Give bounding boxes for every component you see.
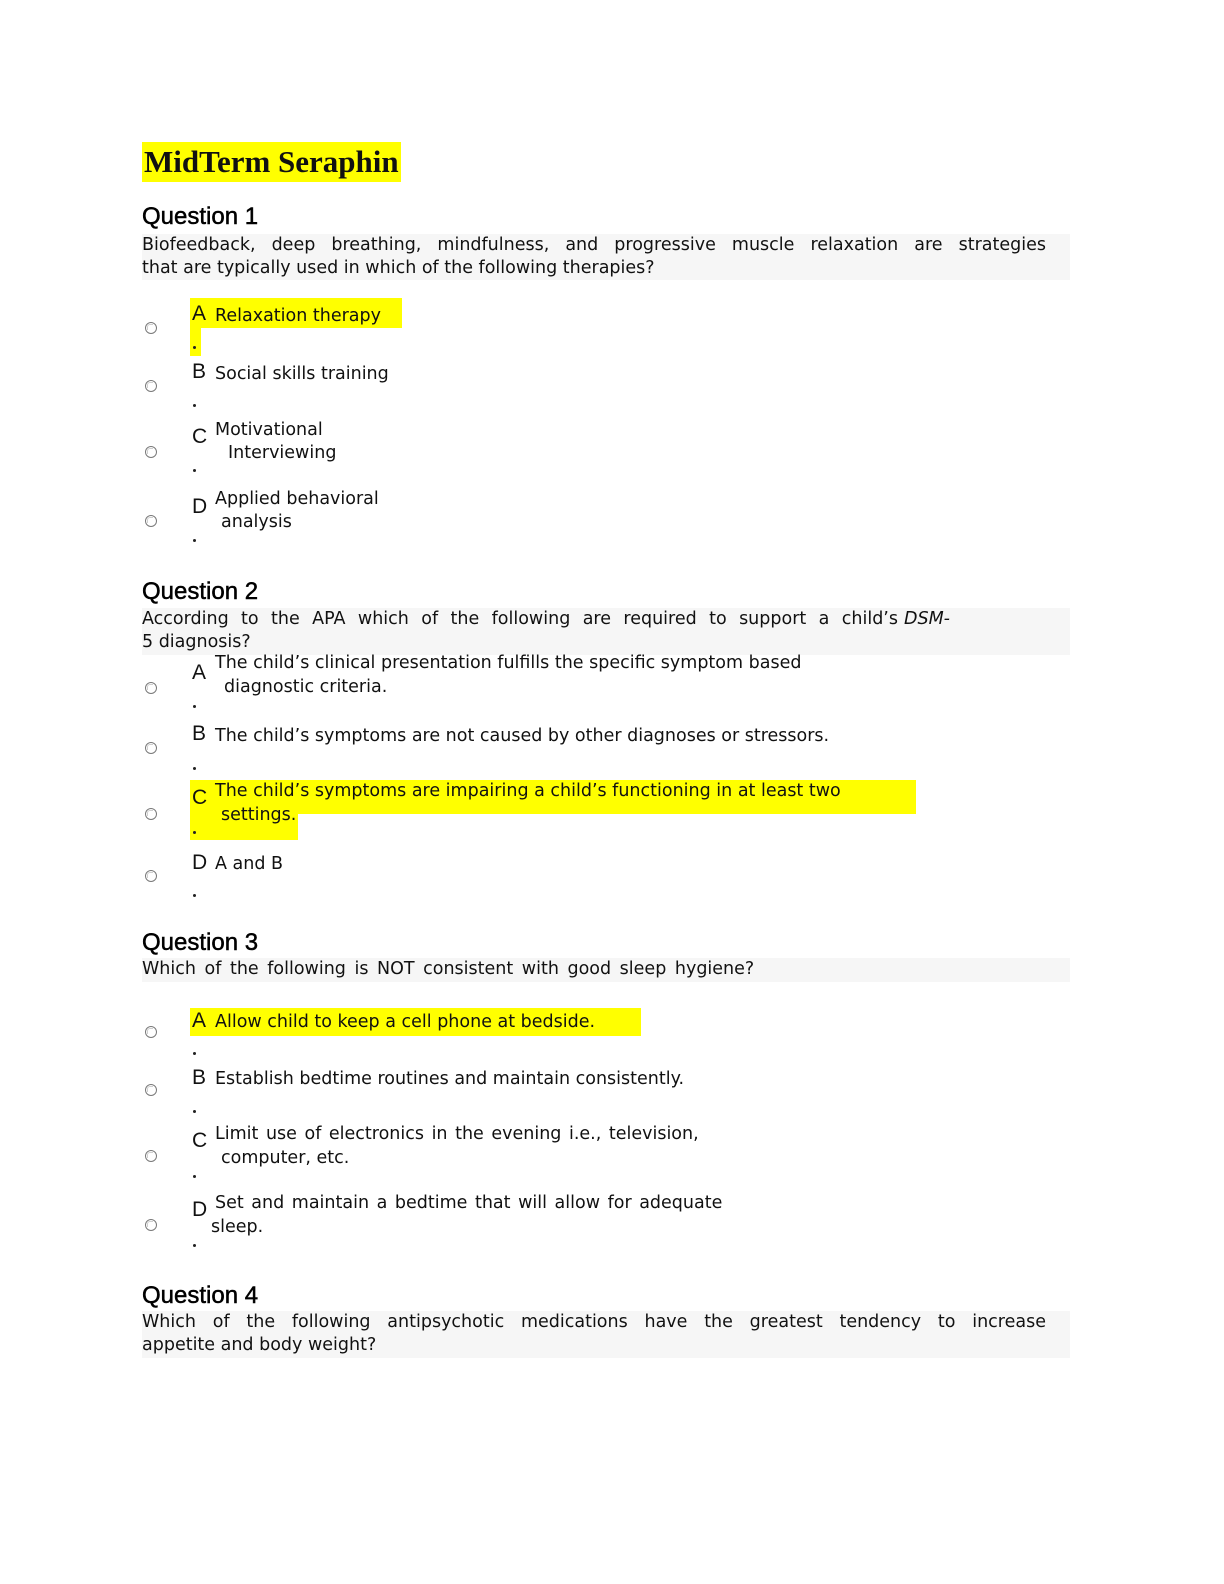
question-2-stem-line1 (142, 608, 950, 631)
option-letter: A (192, 661, 207, 684)
option-letter: C (192, 1129, 208, 1152)
option-text-continued[interactable]: computer, etc. (221, 1148, 350, 1168)
question-4-stem-line2: appetite and body weight? (142, 1335, 377, 1355)
option-text[interactable]: Set and maintain a bedtime that will allow for adequate (215, 1193, 723, 1213)
option-text[interactable]: Relaxation therapy (215, 306, 381, 326)
option-text-continued[interactable]: analysis (221, 512, 292, 532)
question-2-stem-italic: DSM- (904, 609, 950, 629)
question-4-heading: Question 4 (142, 1282, 259, 1309)
radio-button[interactable] (145, 808, 157, 820)
bullet-dot (193, 705, 196, 708)
question-2-stem-line1-text: According to the APA which of the following are required to support a child’s (142, 609, 898, 629)
question-1-stem-line1: Biofeedback, deep breathing, mindfulness, and progressive muscle relaxation are strategies (142, 235, 1046, 255)
question-1-stem-line2: that are typically used in which of the following therapies? (142, 258, 655, 278)
option-letter: C (192, 786, 208, 809)
question-2-stem-line2: 5 diagnosis? (142, 632, 251, 652)
radio-button[interactable] (145, 446, 157, 458)
option-letter: D (192, 851, 208, 874)
option-letter: A (192, 302, 207, 325)
option-letter: B (192, 1066, 207, 1089)
option-letter: B (192, 722, 207, 745)
question-4-stem (142, 1311, 1070, 1358)
bullet-dot (193, 469, 196, 472)
option-text-continued[interactable]: diagnostic criteria. (224, 677, 388, 697)
option-letter: A (192, 1009, 207, 1032)
option-letter: B (192, 360, 207, 383)
radio-button[interactable] (145, 322, 157, 334)
option-text-continued[interactable]: sleep. (211, 1217, 264, 1237)
bullet-dot (193, 1052, 196, 1055)
question-3-stem (142, 958, 1070, 982)
highlight (190, 326, 201, 356)
option-text[interactable]: Allow child to keep a cell phone at bedside. (215, 1012, 596, 1032)
bullet-dot (193, 346, 196, 349)
radio-button[interactable] (145, 515, 157, 527)
bullet-dot (193, 539, 196, 542)
question-2-stem (142, 608, 1070, 655)
option-letter: C (192, 425, 208, 448)
option-text[interactable]: Establish bedtime routines and maintain consistently. (215, 1069, 685, 1089)
radio-button[interactable] (145, 1150, 157, 1162)
option-text-continued[interactable]: Interviewing (228, 443, 337, 463)
option-text[interactable]: The child’s clinical presentation fulfills the specific symptom based (215, 653, 802, 673)
radio-button[interactable] (145, 1219, 157, 1231)
bullet-dot (193, 404, 196, 407)
bullet-dot (193, 894, 196, 897)
bullet-dot (193, 1244, 196, 1247)
option-text[interactable]: Applied behavioral (215, 489, 379, 509)
radio-button[interactable] (145, 380, 157, 392)
radio-button[interactable] (145, 870, 157, 882)
bullet-dot (193, 1175, 196, 1178)
question-3-heading: Question 3 (142, 929, 259, 956)
radio-button[interactable] (145, 1084, 157, 1096)
question-4-stem-line1: Which of the following antipsychotic medications have the greatest tendency to increase (142, 1312, 1046, 1332)
question-3-stem-line1: Which of the following is NOT consistent with good sleep hygiene? (142, 959, 755, 979)
radio-button[interactable] (145, 1026, 157, 1038)
option-text[interactable]: The child’s symptoms are impairing a child’s functioning in at least two (215, 781, 841, 801)
option-text-continued[interactable]: settings. (221, 805, 297, 825)
question-2-heading: Question 2 (142, 578, 259, 605)
document-title: MidTerm Seraphin (142, 142, 401, 182)
option-text[interactable]: Social skills training (215, 364, 389, 384)
option-letter: D (192, 1198, 208, 1221)
option-text[interactable]: A and B (215, 854, 284, 874)
radio-button[interactable] (145, 742, 157, 754)
option-text[interactable]: Motivational (215, 420, 323, 440)
bullet-dot (193, 831, 196, 834)
option-text[interactable]: The child’s symptoms are not caused by other diagnoses or stressors. (215, 726, 830, 746)
bullet-dot (193, 767, 196, 770)
option-letter: D (192, 495, 208, 518)
option-text[interactable]: Limit use of electronics in the evening i.e., television, (215, 1124, 699, 1144)
radio-button[interactable] (145, 682, 157, 694)
question-1-heading: Question 1 (142, 203, 259, 230)
bullet-dot (193, 1110, 196, 1113)
question-1-stem (142, 234, 1070, 280)
